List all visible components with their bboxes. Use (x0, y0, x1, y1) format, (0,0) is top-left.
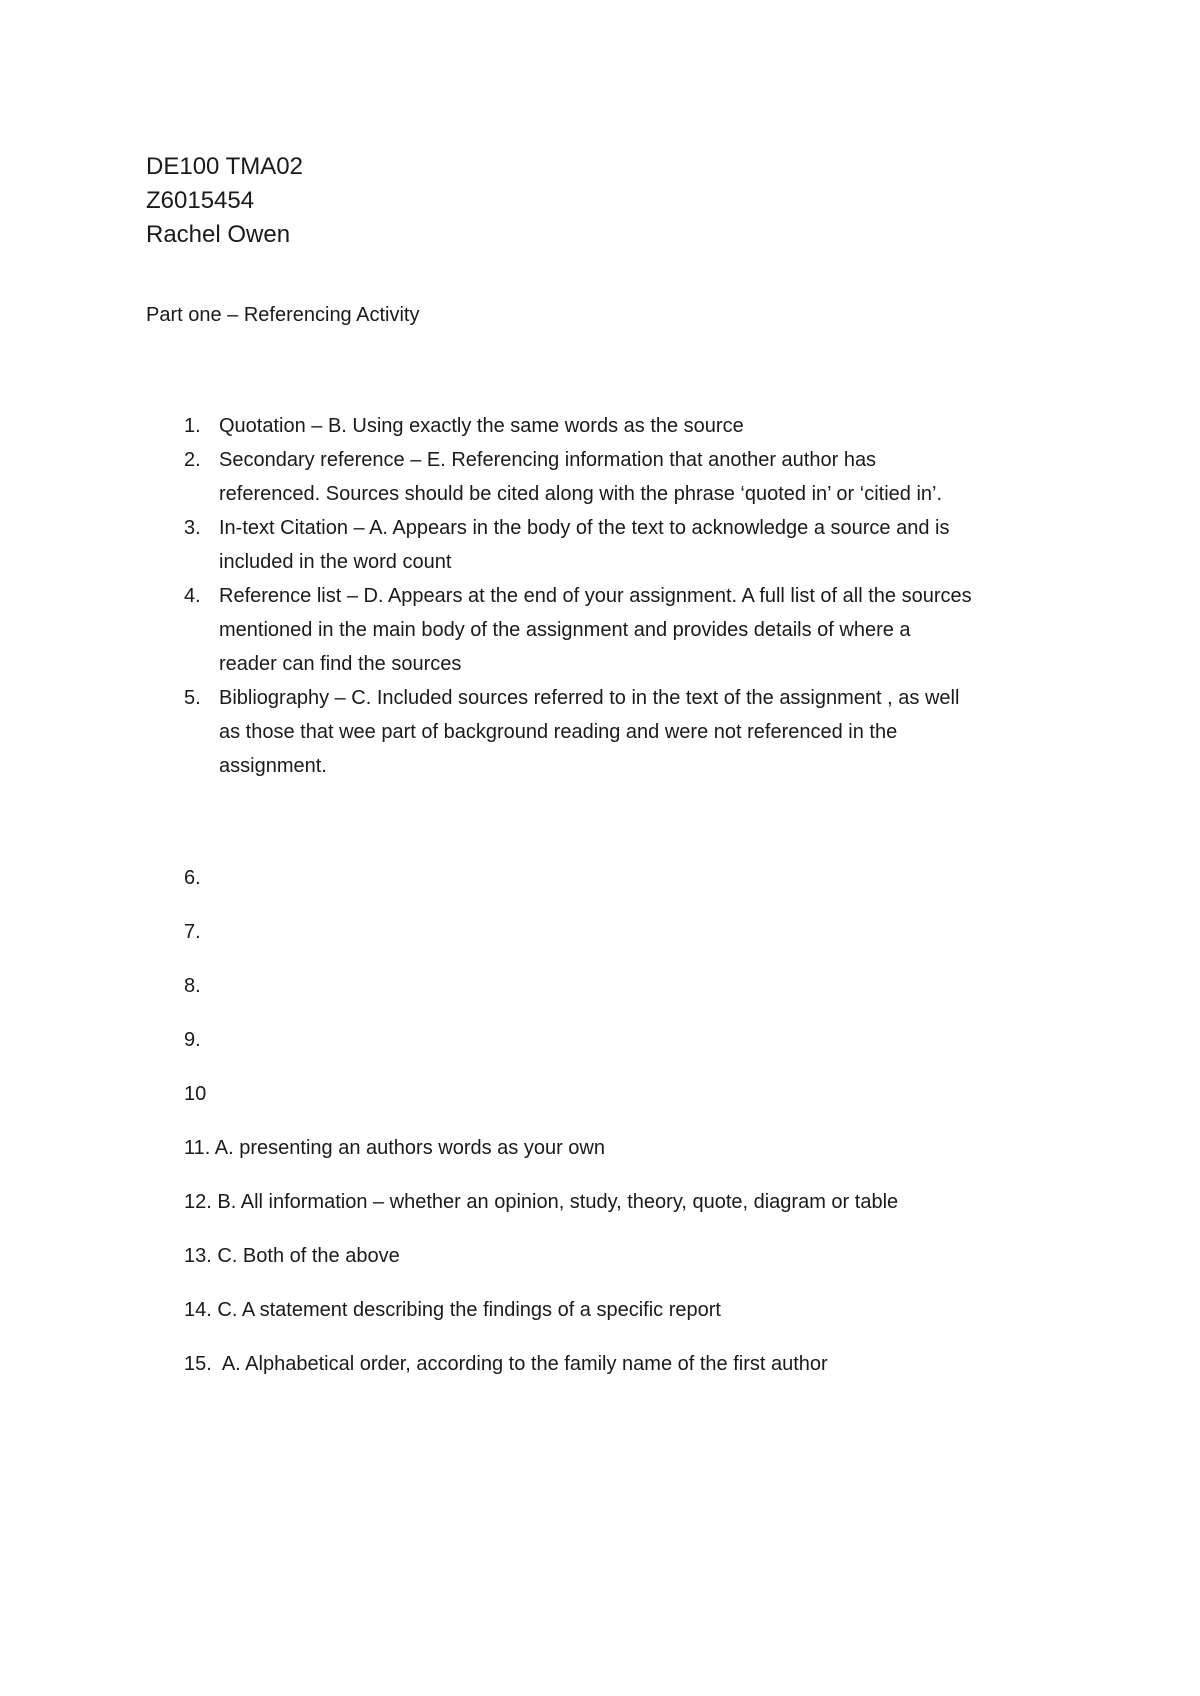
blank-answer-number: 6. (184, 867, 201, 889)
blank-answer-number: 7. (184, 921, 201, 943)
answer-number: 15. (184, 1353, 212, 1375)
list-item-number: 1. (184, 415, 201, 437)
section-title: Part one – Referencing Activity (146, 304, 420, 326)
list-item-line: Reference list – D. Appears at the end of your assignment. A full list of all the sources (219, 585, 972, 607)
list-item-line: mentioned in the main body of the assignment and provides details of where a (219, 619, 911, 641)
answer-number: 14. (184, 1299, 212, 1321)
list-item-number: 5. (184, 687, 201, 709)
answer-number: 13. (184, 1245, 212, 1267)
list-item-line: In-text Citation – A. Appears in the body of the text to acknowledge a source and is (219, 517, 950, 539)
answer-line (184, 1134, 605, 1162)
answer-line (184, 1188, 898, 1216)
answer-text: C. A statement describing the findings of a specific report (217, 1299, 721, 1321)
answer-number: 11. (184, 1137, 211, 1159)
blank-answer-number: 8. (184, 975, 201, 997)
list-item-line: reader can find the sources (219, 653, 462, 675)
blank-answer-number: 10 (184, 1083, 207, 1105)
list-item-line: Quotation – B. Using exactly the same words as the source (219, 415, 744, 437)
list-item-number: 3. (184, 517, 201, 539)
list-item-number: 2. (184, 449, 201, 471)
list-item-line: included in the word count (219, 551, 452, 573)
list-item-number: 4. (184, 585, 201, 607)
course-code: DE100 TMA02 (146, 153, 303, 180)
answer-number: 12. (184, 1191, 212, 1213)
student-id: Z6015454 (146, 187, 255, 214)
list-item-line: assignment. (219, 755, 327, 777)
list-item-line: as those that wee part of background reading and were not referenced in the (219, 721, 898, 743)
list-item-line: Bibliography – C. Included sources referred to in the text of the assignment , as well (219, 687, 960, 709)
answer-line (184, 1296, 721, 1324)
answer-line (184, 1242, 400, 1270)
blank-answer-number: 9. (184, 1029, 201, 1051)
list-item-line: Secondary reference – E. Referencing information that another author has (219, 449, 877, 471)
answer-text: C. Both of the above (217, 1245, 400, 1267)
answer-line (184, 1350, 828, 1378)
answer-text: B. All information – whether an opinion, study, theory, quote, diagram or table (217, 1191, 899, 1213)
list-item-line: referenced. Sources should be cited along with the phrase ‘quoted in’ or ‘citied in’. (219, 483, 943, 505)
answer-text: A. presenting an authors words as your own (214, 1137, 605, 1159)
answer-text: A. Alphabetical order, according to the family name of the first author (217, 1353, 828, 1375)
student-name: Rachel Owen (146, 221, 291, 248)
